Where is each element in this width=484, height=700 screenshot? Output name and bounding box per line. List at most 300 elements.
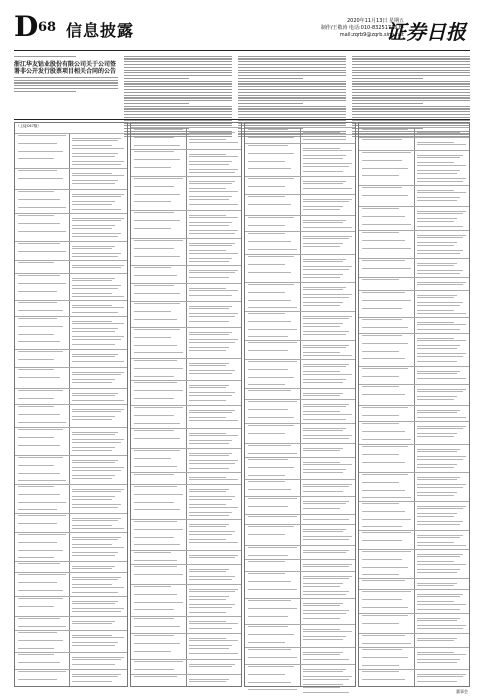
table-row — [359, 384, 469, 385]
cell-text-line — [72, 361, 124, 362]
cell-text-line — [134, 178, 183, 179]
cell-text-line — [248, 233, 285, 234]
cell-text-line — [72, 233, 121, 234]
cell-text-line — [72, 374, 121, 375]
cell-text-line — [134, 450, 180, 451]
cell-text-line — [362, 526, 402, 527]
cell-text-line — [248, 196, 285, 197]
cell-text-line — [189, 199, 229, 200]
cell-text-line — [18, 557, 54, 558]
table-row — [245, 545, 355, 546]
cell-text-line — [134, 228, 171, 229]
cell-text-line — [72, 194, 124, 195]
text-line — [238, 100, 346, 101]
cell-text-line — [189, 648, 229, 649]
cell-text-line — [303, 583, 343, 584]
cell-text-line — [189, 579, 232, 580]
cell-text-line — [72, 336, 124, 337]
cell-text-line — [18, 369, 54, 370]
cell-text-line — [248, 506, 288, 507]
cell-text-line — [189, 191, 238, 192]
cell-text-line — [417, 426, 466, 427]
cell-text-line — [362, 559, 402, 560]
cell-text-line — [18, 437, 54, 438]
cell-text-line — [72, 587, 124, 588]
cell-text-line — [189, 169, 238, 170]
cell-text-line — [303, 171, 343, 172]
cell-text-line — [248, 307, 297, 308]
table-row — [15, 630, 127, 631]
cell-text-line — [72, 285, 121, 286]
cell-text-line — [72, 220, 121, 221]
cell-text-line — [417, 572, 457, 573]
cell-text-line — [72, 204, 112, 205]
cell-text-line — [72, 183, 115, 184]
cell-text-line — [72, 608, 124, 609]
cell-text-line — [303, 132, 340, 133]
cell-text-line — [72, 153, 118, 154]
cell-text-line — [134, 618, 174, 619]
table-row — [359, 589, 469, 590]
cell-text-line — [189, 334, 229, 335]
cell-text-line — [72, 499, 112, 500]
cell-text-line — [189, 666, 232, 667]
table-row — [15, 596, 127, 597]
text-line — [352, 58, 470, 59]
cell-text-line — [248, 361, 297, 362]
cell-text-line — [303, 404, 349, 405]
cell-text-line — [303, 199, 352, 200]
table-row — [245, 231, 355, 232]
cell-text-line — [72, 196, 121, 197]
cell-text-line — [18, 550, 63, 551]
text-line — [352, 61, 470, 62]
text-line — [238, 83, 346, 84]
text-line — [14, 77, 118, 78]
cell-text-line — [248, 634, 294, 635]
cell-text-line — [417, 270, 463, 271]
cell-text-line — [248, 292, 285, 293]
cell-text-line — [248, 589, 297, 590]
text-line — [124, 108, 232, 109]
cell-text-line — [189, 230, 238, 231]
cell-text-line — [362, 574, 399, 575]
cell-text-line — [18, 243, 60, 244]
cell-text-line — [362, 439, 411, 440]
cell-text-line — [189, 313, 238, 314]
cell-text-line — [417, 545, 466, 546]
cell-text-line — [134, 145, 180, 146]
cell-text-line — [248, 369, 288, 370]
table-row — [359, 230, 469, 231]
cell-text-line — [18, 231, 66, 232]
cell-text-line — [189, 370, 235, 371]
cell-text-line — [189, 623, 238, 624]
cell-text-line — [18, 310, 63, 311]
cell-text-line — [303, 261, 343, 262]
cell-text-line — [134, 186, 174, 187]
cell-text-line — [18, 542, 57, 543]
cell-text-line — [362, 415, 399, 416]
cell-text-line — [417, 564, 466, 565]
cell-text-line — [303, 316, 352, 317]
table-row — [359, 206, 469, 207]
table-row — [131, 358, 241, 359]
text-line — [238, 97, 346, 98]
cell-text-line — [72, 603, 115, 604]
cell-text-line — [362, 540, 402, 541]
cell-text-line — [248, 217, 294, 218]
table-row — [131, 176, 241, 177]
table-row — [245, 127, 355, 128]
table-row — [245, 496, 355, 497]
cell-text-line — [303, 652, 343, 653]
cell-text-line — [303, 578, 349, 579]
cell-text-line — [417, 628, 463, 629]
cell-text-line — [303, 613, 346, 614]
cell-text-line — [134, 311, 171, 312]
table-row — [131, 519, 241, 520]
cell-text-line — [248, 161, 285, 162]
cell-text-line — [18, 662, 60, 663]
cell-text-line — [189, 395, 232, 396]
cell-text-line — [303, 639, 343, 640]
cell-text-line — [417, 144, 466, 145]
cell-text-line — [303, 222, 343, 223]
cell-text-line — [303, 238, 349, 239]
table-row — [131, 674, 241, 675]
signature-end: 董事会 — [456, 689, 468, 694]
table-row — [245, 340, 355, 341]
cell-text-line — [248, 453, 297, 454]
cell-text-line — [134, 285, 174, 286]
cell-text-line — [417, 535, 463, 536]
cell-text-line — [72, 601, 118, 602]
cell-text-line — [18, 351, 63, 352]
cell-text-line — [248, 649, 291, 650]
header-rule — [14, 50, 470, 51]
cell-text-line — [417, 601, 454, 602]
text-line — [352, 100, 470, 101]
cell-text-line — [417, 467, 454, 468]
cell-text-line — [189, 339, 238, 340]
text-line — [124, 64, 232, 65]
cell-text-line — [189, 526, 226, 527]
cell-text-line — [417, 537, 460, 538]
cell-text-line — [248, 329, 297, 330]
table-row — [15, 260, 127, 261]
cell-text-line — [134, 167, 171, 168]
cell-text-line — [362, 394, 405, 395]
text-line — [238, 95, 346, 96]
cell-text-line — [362, 454, 399, 455]
cell-text-line — [189, 258, 232, 259]
cell-text-line — [303, 209, 340, 210]
table-row — [245, 443, 355, 444]
cell-text-line — [72, 584, 112, 585]
cell-text-line — [189, 332, 232, 333]
cell-text-line — [248, 272, 291, 273]
cell-text-line — [18, 170, 57, 171]
cell-text-line — [248, 467, 294, 468]
cell-text-line — [18, 590, 63, 591]
cell-text-line — [134, 458, 171, 459]
cell-text-line — [303, 294, 352, 295]
cell-text-line — [72, 328, 118, 329]
cell-text-line — [417, 585, 454, 586]
cell-text-line — [72, 611, 121, 612]
table-row — [359, 366, 469, 367]
cell-text-line — [303, 364, 349, 365]
cell-text-line — [417, 178, 466, 179]
cell-text-line — [248, 547, 297, 548]
table-row — [15, 561, 127, 562]
cell-text-line — [18, 262, 54, 263]
cell-text-line — [134, 537, 174, 538]
cell-text-line — [18, 334, 54, 335]
cell-text-line — [189, 435, 238, 436]
cell-text-line — [18, 523, 57, 524]
column-divider — [414, 127, 415, 686]
cell-text-line — [362, 679, 405, 680]
cell-text-line — [72, 659, 121, 660]
cell-text-line — [417, 659, 460, 660]
cell-text-line — [362, 248, 411, 249]
cell-text-line — [417, 638, 457, 639]
cell-text-line — [18, 223, 60, 224]
cell-text-line — [72, 462, 115, 463]
cell-text-line — [362, 208, 399, 209]
text-line — [124, 72, 232, 73]
cell-text-line — [134, 643, 180, 644]
cell-text-line — [417, 451, 457, 452]
cell-text-line — [417, 521, 463, 522]
cell-text-line — [303, 552, 346, 553]
cell-text-line — [417, 273, 460, 274]
cell-text-line — [189, 531, 235, 532]
cell-text-line — [18, 398, 54, 399]
table-row — [131, 584, 241, 585]
cell-text-line — [134, 368, 183, 369]
cell-text-line — [72, 434, 115, 435]
cell-text-line — [134, 220, 180, 221]
table-row — [131, 283, 241, 284]
text-line — [238, 114, 346, 115]
cell-text-line — [248, 608, 297, 609]
cell-text-line — [189, 385, 229, 386]
cell-text-line — [303, 605, 340, 606]
cell-text-line — [248, 409, 288, 410]
text-line — [124, 117, 232, 118]
cell-text-line — [303, 274, 343, 275]
cell-text-line — [18, 618, 60, 619]
cell-text-line — [362, 474, 408, 475]
cell-text-line — [248, 682, 291, 683]
cell-text-line — [303, 201, 349, 202]
cell-text-line — [189, 350, 226, 351]
cell-text-line — [417, 524, 460, 525]
cell-text-line — [72, 475, 115, 476]
cell-text-line — [18, 626, 66, 627]
cell-text-line — [189, 681, 226, 682]
text-line — [352, 114, 470, 115]
cell-text-line — [134, 635, 174, 636]
cell-text-line — [303, 486, 349, 487]
cell-text-line — [303, 576, 352, 577]
cell-text-line — [362, 260, 405, 261]
cell-text-line — [417, 428, 463, 429]
cell-text-line — [18, 377, 60, 378]
table-row — [15, 652, 127, 653]
table-row — [359, 137, 469, 138]
cell-text-line — [134, 552, 171, 553]
table-row — [131, 127, 241, 128]
cell-text-line — [189, 412, 232, 413]
table-row — [131, 659, 241, 660]
cell-text-line — [72, 491, 121, 492]
cell-text-line — [189, 507, 238, 508]
cell-text-line — [189, 460, 238, 461]
cell-text-line — [18, 480, 66, 481]
text-line — [124, 58, 232, 59]
cell-text-line — [18, 158, 54, 159]
cell-text-line — [72, 552, 118, 553]
cell-text-line — [362, 446, 408, 447]
table-row — [245, 624, 355, 625]
cell-text-line — [72, 537, 121, 538]
cell-text-line — [248, 689, 297, 690]
cell-text-line — [417, 464, 457, 465]
cell-text-line — [134, 651, 171, 652]
table-row — [15, 349, 127, 350]
cell-text-line — [362, 551, 411, 552]
cell-text-line — [134, 574, 183, 575]
cell-text-line — [248, 573, 285, 574]
cell-text-line — [417, 492, 457, 493]
cell-text-line — [417, 652, 454, 653]
cell-text-line — [417, 516, 454, 517]
cell-text-line — [189, 479, 238, 480]
cell-text-line — [72, 460, 118, 461]
table-row — [359, 669, 469, 670]
cell-text-line — [134, 352, 183, 353]
cell-text-line — [417, 618, 460, 619]
text-line — [352, 97, 470, 98]
cell-text-line — [189, 288, 226, 289]
text-line — [238, 56, 346, 57]
cell-text-line — [362, 327, 408, 328]
cell-text-line — [189, 653, 238, 654]
cell-text-line — [189, 161, 232, 162]
cell-text-line — [303, 566, 349, 567]
cell-text-line — [303, 631, 352, 632]
cell-text-line — [303, 536, 352, 537]
cell-text-line — [134, 319, 177, 320]
cell-text-line — [72, 544, 112, 545]
cell-text-line — [417, 165, 466, 166]
cell-text-line — [303, 629, 340, 630]
cell-text-line — [134, 360, 177, 361]
cell-text-line — [362, 308, 402, 309]
cell-text-line — [303, 438, 349, 439]
cell-text-line — [303, 158, 343, 159]
cell-text-line — [248, 129, 288, 130]
cell-text-line — [417, 412, 457, 413]
cell-text-line — [303, 676, 352, 677]
cell-text-line — [72, 525, 112, 526]
cell-text-line — [248, 498, 297, 499]
cell-text-line — [72, 592, 118, 593]
text-line — [124, 100, 232, 101]
cell-text-line — [72, 331, 115, 332]
cell-text-line — [72, 201, 115, 202]
cell-text-line — [303, 227, 352, 228]
cell-text-line — [303, 287, 346, 288]
text-line — [14, 88, 118, 89]
cell-text-line — [18, 406, 54, 407]
cell-text-line — [417, 302, 463, 303]
table-row — [359, 578, 469, 579]
cell-text-line — [72, 148, 124, 149]
cell-text-line — [417, 235, 466, 236]
cell-text-line — [134, 303, 180, 304]
cell-text-line — [248, 526, 294, 527]
cell-text-line — [362, 462, 405, 463]
cell-text-line — [362, 423, 399, 424]
cell-text-line — [417, 305, 460, 306]
cell-text-line — [417, 396, 457, 397]
announcement-col-3 — [238, 54, 346, 116]
cell-text-line — [72, 354, 118, 355]
cell-text-line — [362, 599, 402, 600]
cell-text-line — [18, 582, 57, 583]
cell-text-line — [18, 473, 60, 474]
cell-text-line — [248, 137, 294, 138]
cell-text-line — [417, 345, 460, 346]
cell-text-line — [72, 621, 115, 622]
cell-text-line — [189, 489, 229, 490]
cell-text-line — [303, 382, 343, 383]
cell-text-line — [189, 342, 235, 343]
table-column-1 — [14, 122, 128, 687]
cell-text-line — [189, 463, 235, 464]
cell-text-line — [417, 378, 466, 379]
text-line — [352, 95, 470, 96]
cell-text-line — [18, 494, 60, 495]
cell-text-line — [362, 665, 399, 666]
cell-text-line — [303, 134, 352, 135]
cell-text-line — [189, 290, 238, 291]
table-row — [245, 359, 355, 360]
table-row — [131, 238, 241, 239]
cell-text-line — [189, 321, 229, 322]
cell-text-line — [417, 310, 454, 311]
text-line — [352, 75, 470, 76]
cell-text-line — [303, 550, 349, 551]
cell-text-line — [362, 407, 408, 408]
cell-text-line — [72, 173, 112, 174]
cell-text-line — [72, 507, 118, 508]
cell-text-line — [303, 519, 349, 520]
cell-text-line — [248, 300, 291, 301]
cell-text-line — [248, 313, 285, 314]
table-row — [15, 241, 127, 242]
cell-text-line — [248, 350, 288, 351]
cell-text-line — [72, 568, 112, 569]
text-line — [14, 91, 76, 92]
cell-text-line — [72, 450, 112, 451]
text-line — [238, 61, 346, 62]
